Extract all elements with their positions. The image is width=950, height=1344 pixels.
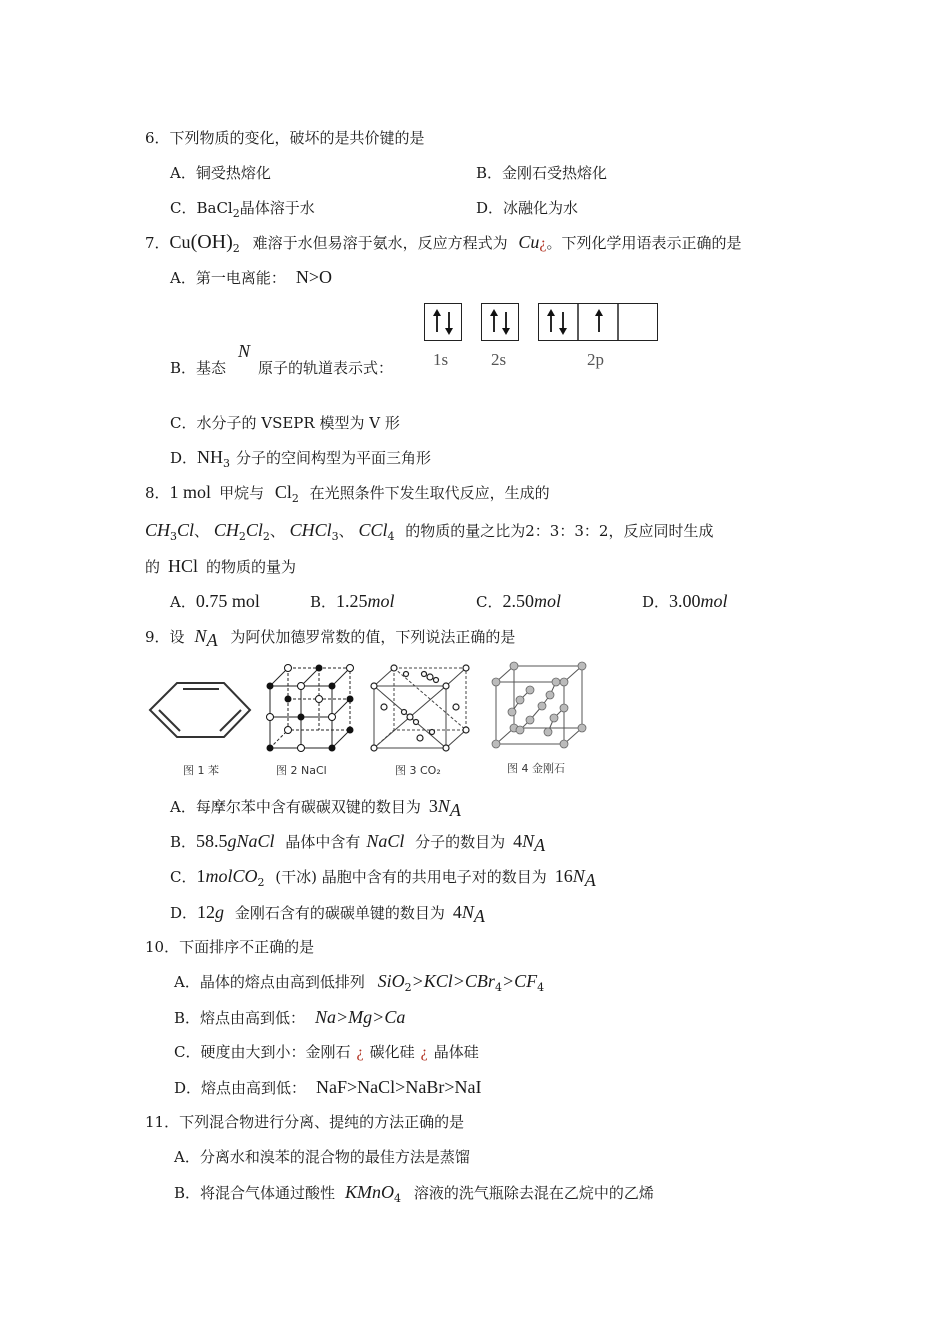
orbital-1s-box: [424, 303, 462, 341]
q9-option-b: B．58.5gNaCl 晶体中含有 NaCl 分子的数目为 $4N_A$: [170, 831, 546, 855]
up-down-arrows-icon: [482, 304, 518, 340]
q7-option-a: A．第一电离能： N>O: [170, 267, 332, 287]
q6-stem: 6．下列物质的变化，破坏的是共价键的是: [145, 129, 425, 147]
nacl-figure: [264, 662, 359, 757]
fig1-caption: 图 1 苯: [183, 764, 219, 777]
orbital-2p-label: 2p: [587, 350, 604, 369]
2p-arrows-icon: [539, 304, 657, 340]
orbital-1s-label: 1s: [433, 350, 449, 369]
q10-option-b: B．熔点由高到低： Na>Mg>Ca: [174, 1007, 406, 1027]
fig2-caption: 图 2 NaCl: [276, 764, 327, 777]
q8-option-b: B．1.25mol: [310, 591, 395, 611]
q9-option-d: D．12g 金刚石含有的碳碳单键的数目为 $4N_A$: [170, 902, 485, 926]
q7-option-d: D．$NH_3$ 分子的空间构型为平面三角形: [170, 447, 432, 470]
q11-option-a: A．分离水和溴苯的混合物的最佳方法是蒸馏: [174, 1148, 470, 1166]
q8-stem-line1: 8．1 mol 甲烷与 $Cl_2$ 在光照条件下发生取代反应，生成的: [145, 482, 550, 505]
q10-option-a: A．晶体的熔点由高到低排列 $SiO_2>KCl>CBr_4>CF_4$: [174, 971, 545, 994]
q7-option-b: B．基态 原子的轨道表示式：: [170, 359, 394, 377]
q7-option-c: C．水分子的 VSEPR 模型为 V 形: [170, 414, 400, 432]
q11-option-b: B．将混合气体通过酸性 KMnO$_4$ 溶液的洗气瓶除去混在乙烷中的乙烯: [174, 1182, 654, 1205]
up-down-arrows-icon: [425, 304, 461, 340]
q6-option-c: C．BaCl$_2$晶体溶于水: [170, 199, 315, 220]
orbital-2p-box: [538, 303, 658, 341]
q7-b-n-symbol: N: [238, 341, 251, 361]
orbital-2s-box: [481, 303, 519, 341]
q9-stem: 9．设 $N_A$ 为阿伏加德罗常数的值，下列说法正确的是: [145, 626, 516, 650]
q8-stem-line2: $CH_3Cl$、 $CH_2Cl_2$、 CHCl$_3$、 CCl$_4$ 的物质的量之比为2：3：3：2，反应同时生成: [145, 520, 714, 543]
q8-stem-line3: 的 HCl 的物质的量为: [145, 556, 297, 576]
q10-stem: 10．下面排序不正确的是: [145, 938, 315, 956]
q6-option-b: B．金刚石受热熔化: [476, 164, 608, 182]
q9-option-a: A．每摩尔苯中含有碳碳双键的数目为 $3N_A$: [170, 796, 461, 820]
q10-option-d: D．熔点由高到低： NaF>NaCl>NaBr>NaI: [174, 1077, 482, 1097]
q8-option-c: C．2.50mol: [476, 591, 561, 611]
q6-option-d: D．冰融化为水: [476, 199, 579, 217]
q10-option-c: C．硬度由大到小：金刚石 ¿ 碳化硅 ¿ 晶体硅: [174, 1043, 479, 1061]
fig4-caption: 图 4 金刚石: [507, 762, 565, 775]
q6-option-a: A．铜受热熔化: [170, 164, 271, 182]
q8-option-a: A．0.75 mol: [170, 591, 260, 611]
diamond-figure: [490, 660, 590, 755]
fig3-caption: 图 3 CO₂: [395, 764, 441, 777]
q9-option-c: C．1molCO$_2$ (干冰) 晶胞中含有的共用电子对的数目为 $16N_A$: [170, 866, 596, 890]
benzene-figure: [145, 665, 255, 760]
q7-stem: 7．$Cu(OH)_2$ 难溶于水但易溶于氨水，反应方程式为 Cu¿。下列化学用语表示正确的是: [145, 231, 742, 255]
q8-option-d: D．3.00mol: [642, 591, 728, 611]
co2-figure: [366, 662, 476, 757]
orbital-2s-label: 2s: [491, 350, 507, 369]
q11-stem: 11．下列混合物进行分离、提纯的方法正确的是: [145, 1113, 465, 1131]
